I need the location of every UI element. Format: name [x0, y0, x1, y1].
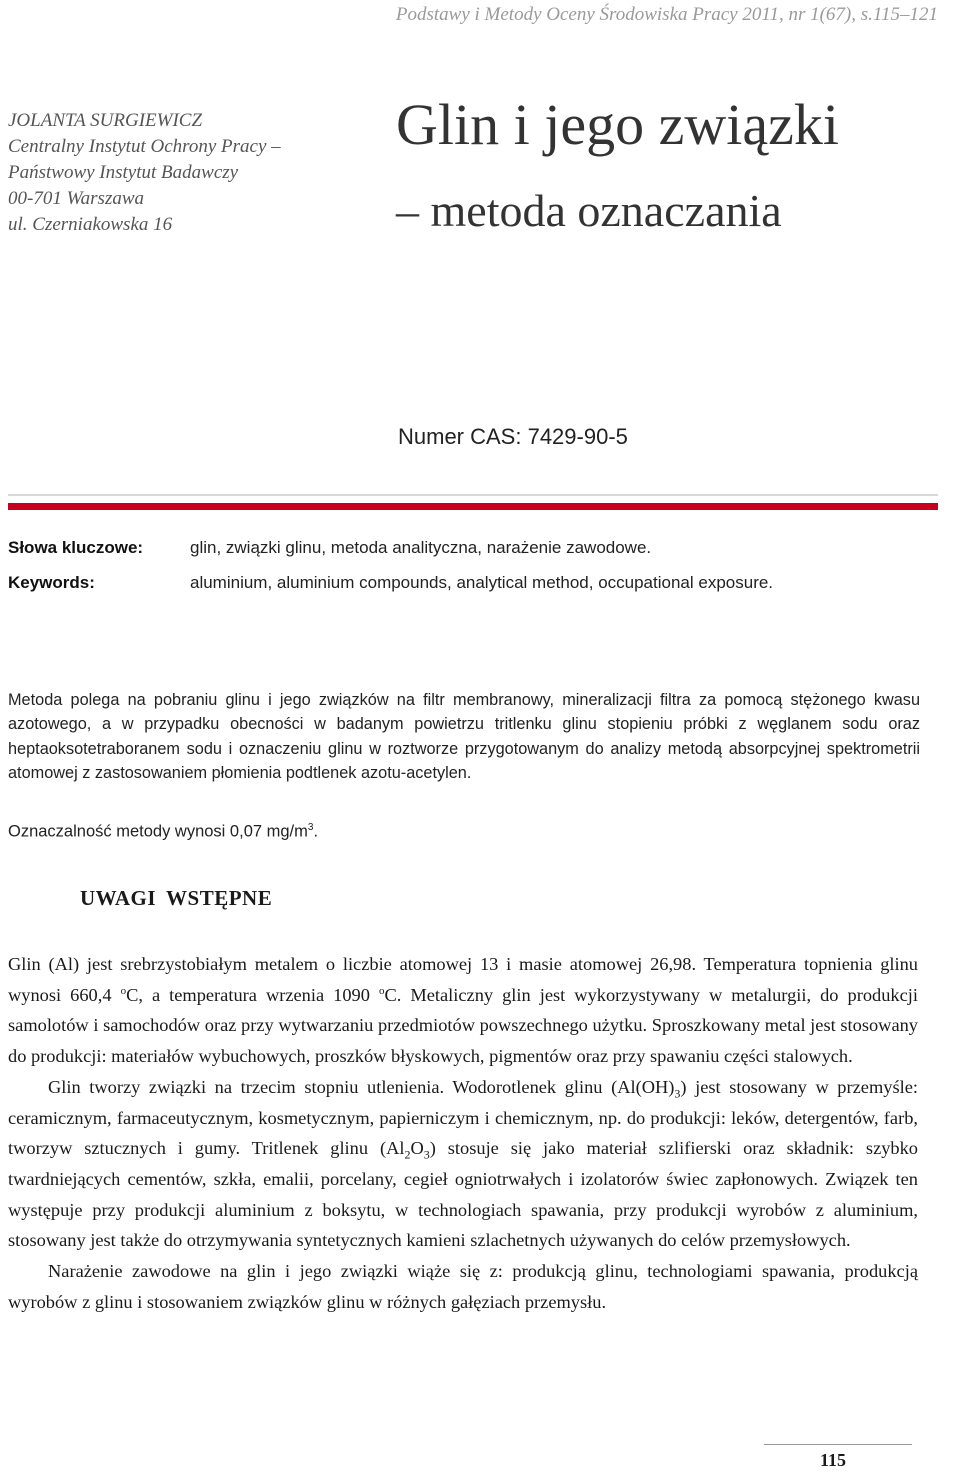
p2-text-d: ) stosuje się jako materiał szlifierski oraz składnik: szybko twardniejących cementów, szkła, emalii, porcelany, cegieł ogniotrwałych i izolatorów świec zapłonowych. Związek ten występuje przy produkcji aluminium z boksytu, w technologiach spawania, przy produkcji wyrobów z aluminium, stosowany jest także do otrzymywania syntetycznych kamieni szlachetnych używanych do celów przemysłowych.: [8, 1138, 919, 1251]
journal-header: Podstawy i Metody Oceny Środowiska Pracy 2011, nr 1(67), s.115–121: [395, 4, 938, 25]
page-number: 115: [820, 1450, 847, 1470]
heading-word-1: UWAGI: [80, 886, 157, 910]
heading-word-2: WSTĘPNE: [166, 886, 273, 910]
p1-text-c: C. Metaliczny glin jest wykorzystywany w metalurgii, do produkcji samolotów i samochodów oraz przy wytwarzaniu przedmiotów powszechnego użytku. Sproszkowany metal jest stosowany do produkcji: materiałów wybuchowych, proszków błyskowych, pigmentów oraz przy spawaniu części stalowych.: [8, 984, 919, 1067]
divider-thin: [8, 494, 938, 496]
detection-sup: 3: [307, 822, 314, 833]
keywords-en-text: aluminium, aluminium compounds, analytical method, occupational exposure.: [190, 573, 774, 592]
article-title: [396, 82, 956, 254]
author-affiliation-2: Państwowy Instytut Badawczy: [8, 162, 239, 183]
p1-text-b: C, a temperatura wrzenia 1090: [126, 984, 379, 1005]
p2-text-b: ) jest stosowany w przemyśle: ceramicznym, farmaceutycznym, kosmetycznym, papierniczym i chemicznym, np. do produkcji: leków, detergentów, farb, tworzyw sztucznych i gumy. Tritlenek glinu (Al: [8, 1076, 918, 1159]
title-subtitle: – metoda oznaczania: [396, 185, 782, 236]
body-text: [8, 949, 918, 1317]
author-street: ul. Czerniakowska 16: [8, 214, 173, 235]
p2-text-c: O: [410, 1138, 424, 1159]
p1-degree-2: o: [378, 984, 385, 997]
section-heading: [80, 886, 272, 911]
keywords-pl-text: glin, związki glinu, metoda analityczna, narażenie zawodowe.: [190, 538, 652, 557]
keywords-pl-label: Słowa kluczowe:: [8, 538, 144, 557]
detection-suffix: .: [313, 822, 319, 841]
p2-text-a: Glin tworzy związki na trzecim stopniu utlenienia. Wodorotlenek glinu (Al(OH): [48, 1076, 675, 1097]
paragraph-3: Narażenie zawodowe na glin i jego związki wiąże się z: produkcją glinu, technologiami spawania, produkcją wyrobów z glinu i stosowaniem związków glinu w różnych gałęziach przemysłu.: [8, 1261, 918, 1312]
paragraph-1: [8, 949, 918, 1072]
author-block: [8, 108, 348, 238]
paragraph-2: [8, 1072, 918, 1256]
keywords-en-label: Keywords:: [8, 573, 95, 592]
divider-accent: [8, 503, 938, 510]
detection-limit: [8, 822, 318, 842]
author-affiliation-1: Centralny Instytut Ochrony Pracy –: [8, 136, 281, 157]
detection-prefix: Oznaczalność metody wynosi 0,07 mg/m: [8, 822, 308, 841]
p2-sub-3: 3: [423, 1147, 430, 1162]
p1-text-a: Glin (Al) jest srebrzystobiałym metalem o liczbie atomowej 13 i masie atomowej 26,98. Temperatura topnienia glinu wynosi 660,4: [8, 954, 918, 1005]
author-name: JOLANTA SURGIEWICZ: [8, 110, 203, 131]
p1-degree-1: o: [120, 984, 127, 997]
title-main: Glin i jego związki: [396, 92, 839, 157]
author-postal: 00-701 Warszawa: [8, 188, 145, 209]
cas-number: Numer CAS: 7429-90-5: [398, 424, 628, 449]
p2-sub-2: 2: [404, 1147, 411, 1162]
footer-rule: [764, 1444, 912, 1445]
abstract-text: Metoda polega na pobraniu glinu i jego związków na filtr membranowy, mineralizacji filtra za pomocą stężonego kwasu azotowego, a w przypadku obecności w badanym powietrzu tritlenku glinu stopieniu próbki z węglanem sodu oraz heptaoksotetraboranem sodu i oznaczeniu glinu w roztworze przygotowanym do analizy metodą absorpcyjnej spektrometrii atomowej z zastosowaniem płomienia podtlenek azotu-acetylen.: [8, 691, 920, 782]
p2-sub-1: 3: [674, 1086, 681, 1101]
